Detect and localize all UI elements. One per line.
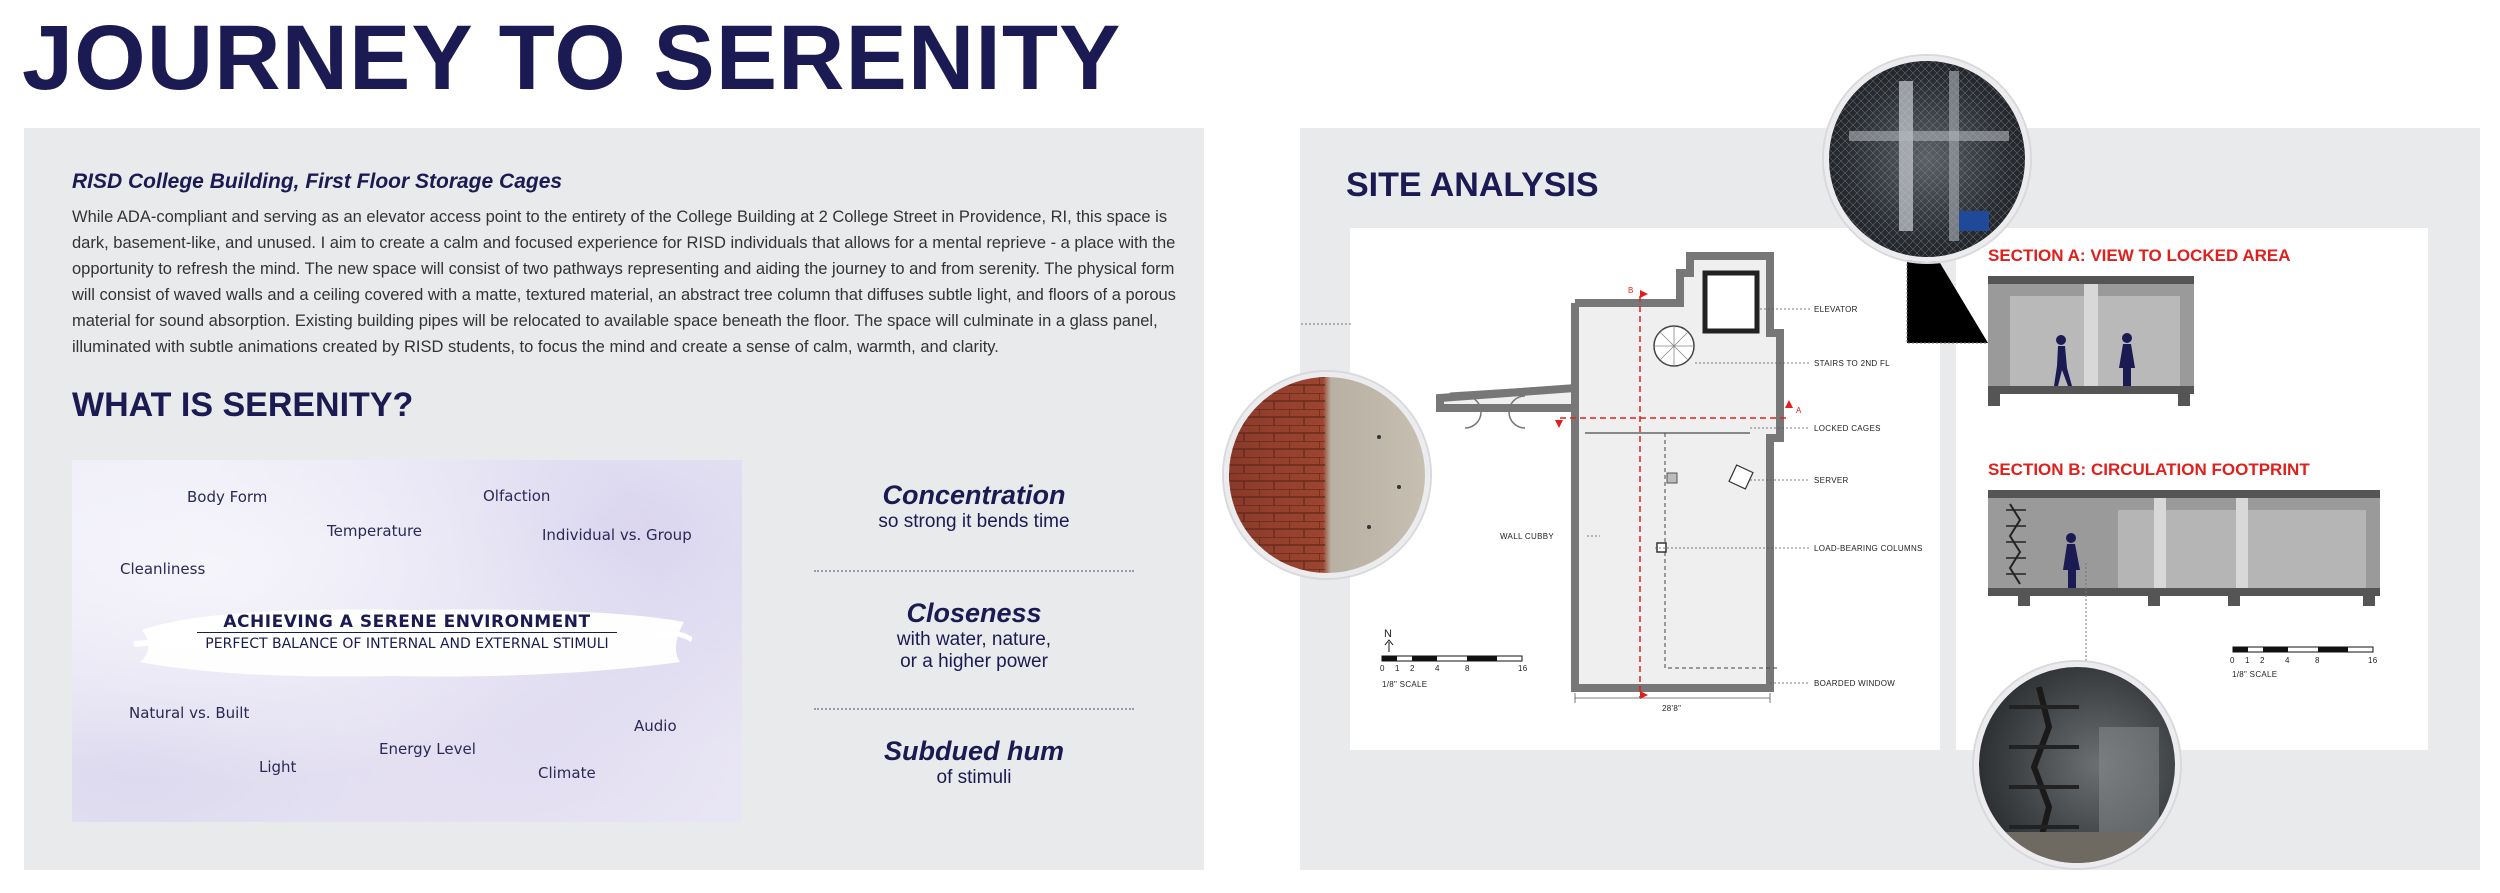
cloud-word: Olfaction [483, 487, 551, 505]
quality-description: of stimuli [936, 767, 1012, 788]
quality-subdued-hum [814, 736, 1134, 789]
serenity-word-cloud [72, 460, 742, 822]
project-intro-panel [24, 128, 1204, 870]
scale-tick: 1 [1395, 664, 1400, 673]
project-description: While ADA-compliant and serving as an elevator access point to the entirety of the College Building at 2 College Street in Providence, RI, this space is dark, basement-like, and unused. I aim to create a calm and focused experience for RISD individuals that allows for a mental reprieve - a place with the opportunity to refresh the mind. The new space will consist of two pathways representing and aiding the journey to and from serenity. The physical form will consist of waved walls and a ceiling covered with a matte, textured material, an abstract tree column that diffuses subtle light, and floors of a porous material for sound absorption. Existing building pipes will be relocated to available space beneath the floor. The space will culminate in a glass panel, illuminated with subtle animations created by RISD students, to focus the mind and create a sense of calm, warmth, and clarity. [72, 208, 1176, 356]
cloud-word: Light [259, 758, 297, 776]
label-wall-cubby: WALL CUBBY [1500, 532, 1554, 541]
scale-tick: 16 [2368, 656, 2378, 665]
site-analysis-heading: SITE ANALYSIS [1346, 166, 1599, 204]
locked-cages-photo-art [1829, 61, 2025, 257]
scale-tick: 0 [1380, 664, 1385, 673]
scale-tick: 8 [1465, 664, 1470, 673]
scale-tick: 2 [2260, 656, 2265, 665]
cloud-word: Body Form [187, 488, 268, 506]
cloud-word: Individual vs. Group [542, 526, 692, 544]
brick-photo-art [1229, 377, 1425, 573]
label-boarded-window: BOARDED WINDOW [1814, 679, 1896, 688]
quality-closeness [814, 598, 1134, 673]
cloud-word: Cleanliness [120, 560, 206, 578]
section-a-title: SECTION A: VIEW TO LOCKED AREA [1988, 246, 2291, 265]
scale-tick: 16 [1518, 664, 1528, 673]
label-elevator: ELEVATOR [1814, 305, 1858, 314]
photo-locked-cages [1824, 56, 2030, 262]
quality-title: Subdued hum [884, 736, 1064, 766]
quality-description: with water, nature, [896, 629, 1052, 650]
quality-title: Closeness [906, 598, 1042, 628]
section-b-scale-label: 1/8" SCALE [2232, 670, 2278, 679]
cloud-word: Natural vs. Built [129, 704, 250, 722]
serene-environment-title: ACHIEVING A SERENE ENVIRONMENT [223, 612, 591, 632]
quality-concentration [814, 480, 1134, 533]
spiral-stair-photo-art [1979, 667, 2175, 863]
quality-description: or a higher power [900, 651, 1048, 672]
divider-line [197, 632, 617, 633]
serenity-heading: WHAT IS SERENITY? [72, 386, 414, 424]
scale-label: 1/8" SCALE [1382, 680, 1428, 689]
quality-title: Concentration [882, 480, 1066, 510]
dotted-divider [814, 708, 1134, 710]
building-title: RISD College Building, First Floor Storage Cages [72, 170, 563, 193]
label-columns: LOAD-BEARING COLUMNS [1814, 544, 1923, 553]
cloud-word: Audio [634, 717, 677, 735]
dotted-divider [814, 570, 1134, 572]
label-server: SERVER [1814, 476, 1849, 485]
photo-brick-wall [1224, 372, 1430, 578]
quality-description: so strong it bends time [878, 511, 1070, 532]
cloud-word: Energy Level [379, 740, 476, 758]
serene-environment-subtitle: PERFECT BALANCE OF INTERNAL AND EXTERNAL STIMULI [205, 636, 609, 652]
scale-tick: 8 [2315, 656, 2320, 665]
label-dimension: 28'8" [1662, 704, 1682, 713]
cloud-word: Climate [538, 764, 596, 782]
scale-tick: 0 [2230, 656, 2235, 665]
page-title: JOURNEY TO SERENITY [22, 7, 1122, 109]
scale-tick: 1 [2245, 656, 2250, 665]
scale-tick: 2 [1410, 664, 1415, 673]
scale-tick: 4 [2285, 656, 2290, 665]
section-marker-a: A [1796, 406, 1802, 415]
section-b-title: SECTION B: CIRCULATION FOOTPRINT [1988, 460, 2310, 479]
label-stairs: STAIRS TO 2ND FL [1814, 359, 1890, 368]
photo-spiral-stair [1974, 662, 2180, 868]
section-marker-b: B [1628, 286, 1634, 295]
label-locked-cages: LOCKED CAGES [1814, 424, 1881, 433]
scale-tick: 4 [1435, 664, 1440, 673]
north-arrow-label: N [1384, 628, 1393, 640]
cloud-word: Temperature [327, 522, 423, 540]
